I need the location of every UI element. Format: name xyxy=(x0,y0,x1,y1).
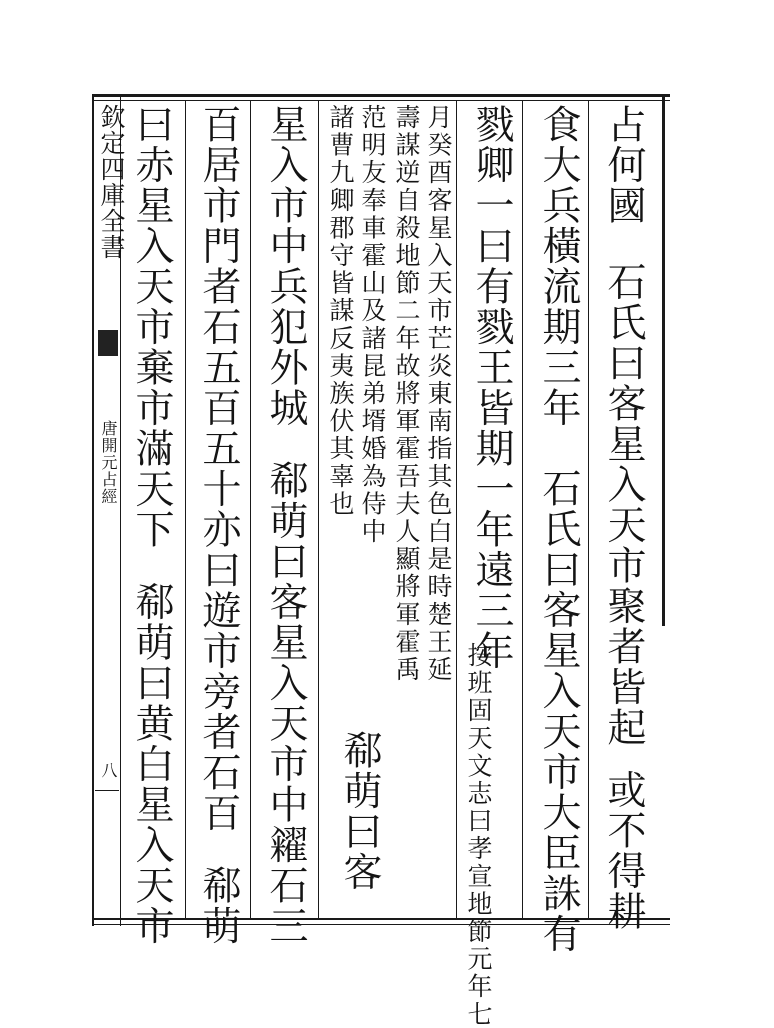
bottom-border xyxy=(92,918,670,920)
text-column-6 xyxy=(195,104,241,946)
column-segment: 星入市中兵犯外城 xyxy=(263,104,308,428)
column-segment: 諸曹九卿郡守皆謀反夷族伏其辜也 xyxy=(326,104,355,518)
column-segment: 百居市門者石五百五十亦曰遊市旁者石百 xyxy=(196,104,241,833)
book-title: 唐開元占經 xyxy=(99,420,118,505)
column-segment: 郗萌曰客 xyxy=(337,730,382,892)
column-rule xyxy=(185,101,186,918)
column-segment: 石氏曰客星入天市聚者皆起 xyxy=(601,261,646,748)
library-title: 欽定四庫全書 xyxy=(97,104,126,260)
column-rule xyxy=(522,101,523,918)
column-rule xyxy=(588,101,589,918)
page-number: 八 xyxy=(99,762,118,779)
column-rule xyxy=(318,101,319,918)
column-segment: 占何國 xyxy=(601,104,646,226)
right-border xyxy=(662,94,665,626)
column-rule xyxy=(456,101,457,918)
column-segment: 按班固天文志曰孝宣地節元年七 xyxy=(464,642,493,1028)
column-segment: 月癸酉客星入天市芒炎東南指其色白是時楚王延 xyxy=(424,104,453,684)
column-segment: 曰赤星入天市棄市滿天下 xyxy=(129,104,174,550)
column-segment: 食大兵橫流期三年 xyxy=(536,104,581,428)
top-border-inner xyxy=(92,100,670,101)
text-column-5 xyxy=(262,104,308,946)
text-column-7 xyxy=(128,104,174,946)
commentary-column-5 xyxy=(325,104,355,518)
commentary-column-3 xyxy=(391,104,421,684)
text-column-2 xyxy=(535,104,581,954)
column-rule xyxy=(250,101,251,918)
commentary-column-1 xyxy=(463,642,493,1028)
column-segment: 郗萌曰黄白星入天市 xyxy=(129,581,174,946)
column-segment: 郗萌曰客星入天市中糴石三 xyxy=(263,460,308,946)
text-column-1 xyxy=(600,104,646,932)
page-number-rule xyxy=(95,790,119,791)
text-column-3 xyxy=(468,104,514,671)
top-border xyxy=(92,94,670,97)
commentary-column-4 xyxy=(357,104,387,546)
bottom-border-inner xyxy=(92,924,670,925)
column-segment: 或不得耕 xyxy=(601,769,646,932)
fish-tail-mark xyxy=(98,330,118,356)
text-column-4-continuation xyxy=(336,730,382,892)
column-segment: 戮卿一曰有戮王皆期一年遠三年 xyxy=(469,104,514,671)
column-segment: 范明友奉車霍山及諸昆弟壻婚為侍中 xyxy=(358,104,387,546)
column-segment: 壽謀逆自殺地節二年故將軍霍吾夫人顯將軍霍禹 xyxy=(392,104,421,684)
column-segment: 郗萌 xyxy=(196,865,241,946)
commentary-column-2 xyxy=(423,104,453,684)
column-segment: 石氏曰客星入天市大臣誅有 xyxy=(536,468,581,954)
